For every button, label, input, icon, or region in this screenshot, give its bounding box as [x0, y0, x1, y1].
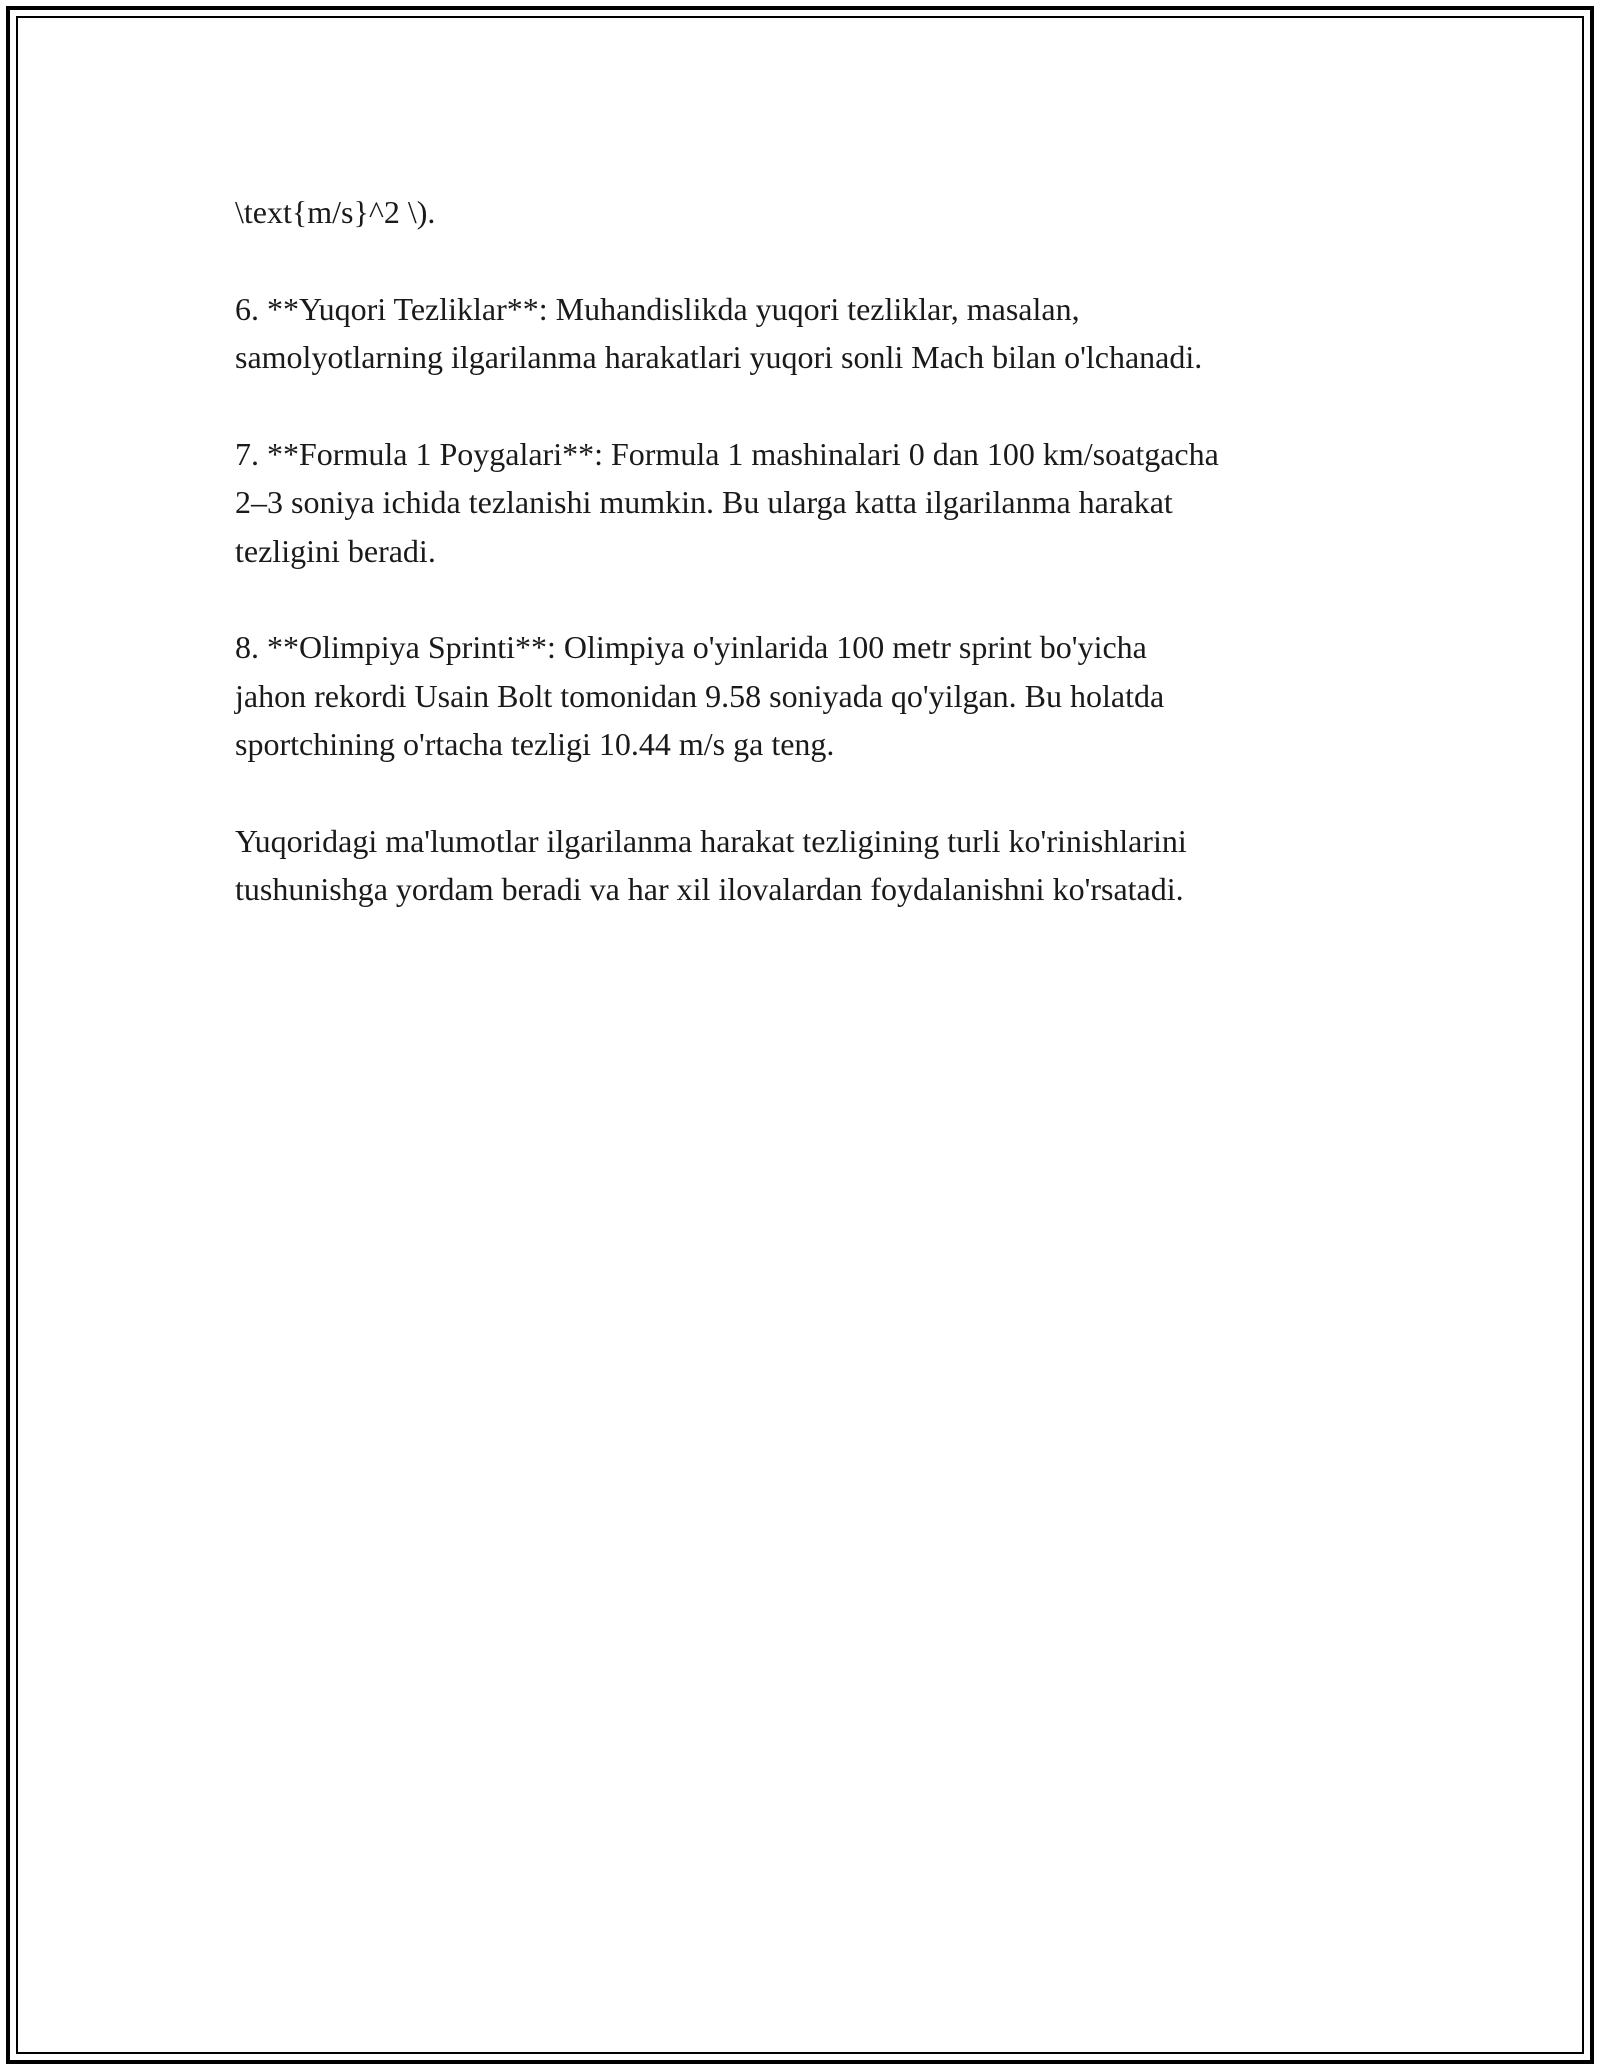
- paragraph-formula-continuation: \text{m/s}^2 \).: [235, 194, 436, 230]
- paragraph-item-8-olympic-sprint: 8. **Olimpiya Sprinti**: Olimpiya o'yinlarida 100 metr sprint bo'yicha jahon rekordi Usain Bolt tomonidan 9.58 soniyada qo'yilgan. Bu holatda sportchining o'rtacha tezligi 10.44 m/s ga teng.: [235, 629, 1165, 762]
- paragraph-item-6-high-speeds: 6. **Yuqori Tezliklar**: Muhandislikda yuqori tezliklar, masalan, samolyotlarning ilgarilanma harakatlari yuqori sonli Mach bilan o'lchanadi.: [235, 290, 1203, 375]
- document-body: [235, 188, 1395, 962]
- paragraph-conclusion: Yuqoridagi ma'lumotlar ilgarilanma harakat tezligining turli ko'rinishlarini tushunishga yordam beradi va har xil ilovalardan foydalanishni ko'rsatadi.: [235, 822, 1187, 907]
- paragraph-item-7-formula-1: 7. **Formula 1 Poygalari**: Formula 1 mashinalari 0 dan 100 km/soatgacha 2–3 soniya ichida tezlanishi mumkin. Bu ularga katta ilgarilanma harakat tezligini beradi.: [235, 435, 1219, 569]
